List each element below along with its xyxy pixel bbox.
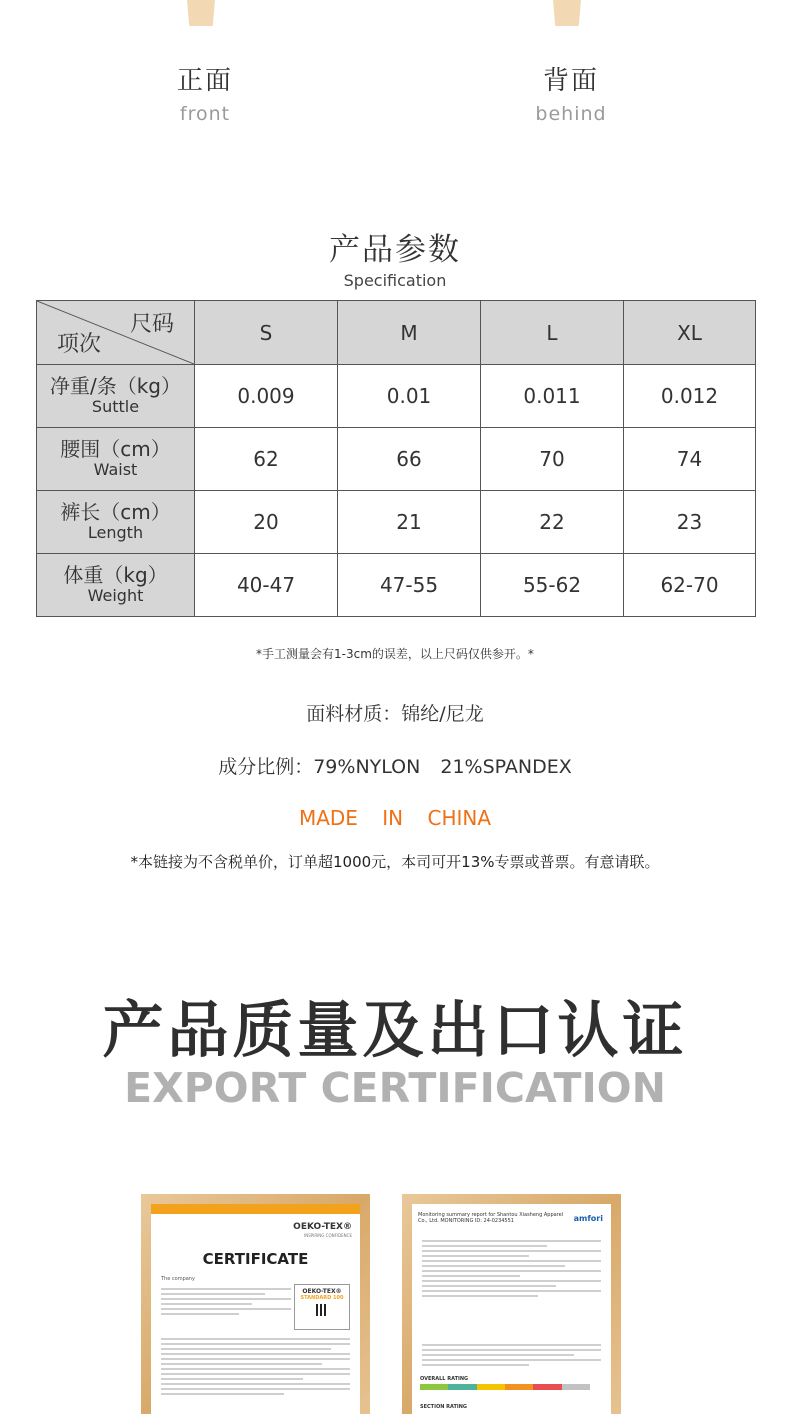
table-cell: 0.011 xyxy=(481,365,624,428)
label-standard: STANDARD 100 xyxy=(300,1295,344,1301)
row-header-en: Waist xyxy=(93,460,138,480)
oeko-header-bar xyxy=(151,1204,360,1214)
row-header xyxy=(37,554,195,617)
certificate-text-block xyxy=(161,1288,291,1318)
table-cell: 62 xyxy=(195,428,338,491)
overall-rating-label: OVERALL RATING xyxy=(420,1376,469,1382)
back-view-label xyxy=(491,60,651,125)
table-row-suttle xyxy=(37,365,756,428)
report-summary-text xyxy=(422,1344,601,1369)
corner-item-label: 项次 xyxy=(57,332,102,357)
qr-code-icon xyxy=(316,1304,328,1316)
measurement-note: *手工测量会有1-3cm的误差，以上尺码仅供参开。* xyxy=(256,647,534,661)
size-header: M xyxy=(338,301,481,365)
table-cell: 70 xyxy=(481,428,624,491)
tax-invoice-note: *本链接为不含税单价，订单超1000元，本司可开13%专票或普票。有意请联。 xyxy=(130,853,660,871)
back-label-cn: 背面 xyxy=(542,66,599,96)
oeko-tex-certificate xyxy=(151,1204,360,1414)
size-header: S xyxy=(195,301,338,365)
table-cell: 62-70 xyxy=(624,554,756,617)
table-cell: 0.01 xyxy=(338,365,481,428)
front-garment-image xyxy=(187,0,215,26)
certification-title: 产品质量及出口认证 xyxy=(102,995,688,1066)
table-row-waist xyxy=(37,428,756,491)
made-in-label: MADE IN CHINA xyxy=(298,806,492,830)
spec-heading xyxy=(0,224,790,290)
table-cell: 74 xyxy=(624,428,756,491)
table-row-weight xyxy=(37,554,756,617)
size-spec-table xyxy=(36,300,756,617)
corner-size-label: 尺码 xyxy=(129,312,174,337)
table-row-length xyxy=(37,491,756,554)
oeko-tagline: INSPIRING CONFIDENCE xyxy=(304,1233,352,1238)
back-label-en: behind xyxy=(535,103,607,125)
row-header-cn: 裤长（cm） xyxy=(60,500,171,525)
row-header-en: Suttle xyxy=(91,397,140,417)
standard-100-label xyxy=(294,1284,350,1330)
size-header-row xyxy=(37,301,756,365)
oeko-tex-logo: OEKO-TEX® xyxy=(293,1222,352,1232)
oeko-tex-certificate-frame xyxy=(141,1194,370,1414)
table-cell: 55-62 xyxy=(481,554,624,617)
report-header: Monitoring summary report for Shantou Xiasheng Apparel Co., Ltd. MONITORING ID: 24-0234551 xyxy=(418,1212,564,1224)
row-header-cn: 净重/条（kg） xyxy=(49,374,181,399)
overall-rating-bar xyxy=(420,1384,590,1390)
section-rating-label: SECTION RATING xyxy=(420,1404,468,1410)
label-brand: OEKO-TEX® xyxy=(302,1288,342,1295)
table-cell: 40-47 xyxy=(195,554,338,617)
table-cell: 66 xyxy=(338,428,481,491)
table-cell: 22 xyxy=(481,491,624,554)
amfori-report-frame xyxy=(402,1194,621,1414)
front-view-label xyxy=(125,60,285,125)
spec-title-cn: 产品参数 xyxy=(329,232,461,268)
row-header-en: Length xyxy=(87,523,144,543)
front-label-cn: 正面 xyxy=(176,66,233,96)
certificate-body-text xyxy=(161,1338,350,1398)
back-garment-image xyxy=(553,0,581,26)
spec-title-en: Specification xyxy=(343,271,447,290)
front-label-en: front xyxy=(179,103,231,125)
row-header-cn: 体重（kg） xyxy=(63,563,168,588)
report-details xyxy=(422,1240,601,1300)
certification-subtitle: EXPORT CERTIFICATION xyxy=(124,1064,666,1112)
certificate-company-label: The company xyxy=(161,1276,195,1282)
table-cell: 23 xyxy=(624,491,756,554)
fabric-material: 面料材质：锦纶/尼龙 xyxy=(306,703,484,725)
table-cell: 20 xyxy=(195,491,338,554)
table-cell: 0.012 xyxy=(624,365,756,428)
amfori-logo: amfori xyxy=(573,1214,603,1223)
row-header xyxy=(37,428,195,491)
size-header: XL xyxy=(624,301,756,365)
certificate-heading: CERTIFICATE xyxy=(202,1250,309,1268)
amfori-monitoring-report xyxy=(412,1204,611,1414)
row-header xyxy=(37,491,195,554)
size-header: L xyxy=(481,301,624,365)
fabric-composition: 成分比例：79%NYLON 21%SPANDEX xyxy=(218,756,572,778)
table-corner-cell xyxy=(37,301,195,365)
row-header-en: Weight xyxy=(87,586,144,606)
table-cell: 21 xyxy=(338,491,481,554)
row-header xyxy=(37,365,195,428)
row-header-cn: 腰围（cm） xyxy=(60,437,171,462)
table-cell: 47-55 xyxy=(338,554,481,617)
table-cell: 0.009 xyxy=(195,365,338,428)
